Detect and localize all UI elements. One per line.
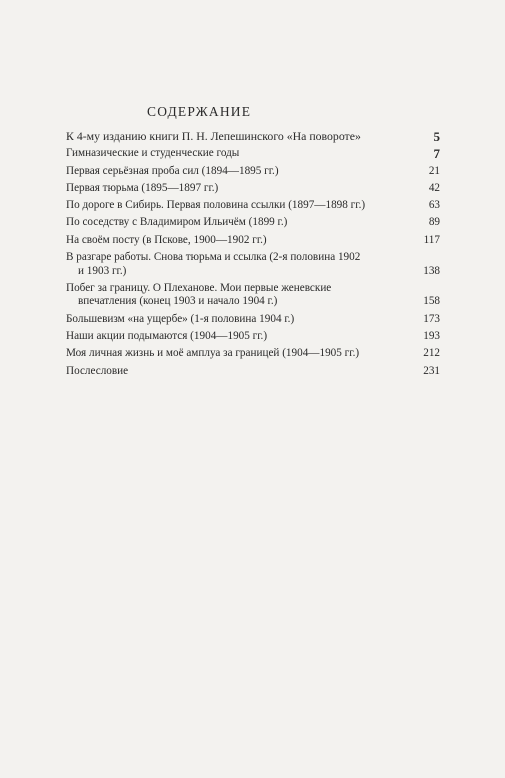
toc-entry <box>66 330 440 344</box>
toc-entry <box>66 313 440 327</box>
toc-entry-title-continuation: впечатления (конец 1903 и начало 1904 г.) <box>78 295 278 308</box>
toc-entry-page: 42 <box>428 181 440 194</box>
toc-entry <box>66 182 440 196</box>
toc-entry-title: Послесловие <box>66 364 129 377</box>
toc-entry <box>66 165 440 179</box>
toc-entry-title: Гимназические и студенческие годы <box>66 147 240 160</box>
toc-entry <box>66 234 440 248</box>
toc-entry-title: Первая серьёзная проба сил (1894—1895 гг.) <box>66 164 279 177</box>
toc-entry-page: 89 <box>428 216 440 229</box>
toc-entry-page: 5 <box>433 129 440 144</box>
toc-entry-title <box>66 251 392 278</box>
toc-entry-title: По соседству с Владимиром Ильичём (1899 г.) <box>66 216 288 229</box>
toc-entry <box>66 216 440 230</box>
toc-entry-page: 158 <box>423 295 440 308</box>
toc-entry-page: 63 <box>428 199 440 212</box>
toc-entry-title: К 4-му изданию книги П. Н. Лепешинского «На повороте» <box>66 129 361 143</box>
toc-entry-page: 173 <box>423 312 440 325</box>
toc-entry <box>66 251 440 278</box>
toc-entry-title: Первая тюрьма (1895—1897 гг.) <box>66 181 219 194</box>
toc-entry-title: На своём посту (в Пскове, 1900—1902 гг.) <box>66 233 267 246</box>
toc-entry-title: Наши акции подымаются (1904—1905 гг.) <box>66 329 268 342</box>
toc-entry-page: 212 <box>423 347 440 360</box>
toc-entry <box>66 199 440 213</box>
toc-entry-page: 138 <box>423 264 440 277</box>
toc-entry <box>66 130 440 144</box>
toc-entry <box>66 282 440 309</box>
toc-entry-title: Моя личная жизнь и моё амплуа за границей (1904—1905 гг.) <box>66 347 360 360</box>
toc-entry-title <box>66 282 392 309</box>
toc-entry-title-line: Побег за границу. О Плеханове. Мои первые женевские <box>66 281 332 294</box>
toc-entry-page: 117 <box>423 233 440 246</box>
contents-list <box>66 130 440 382</box>
toc-entry <box>66 147 440 161</box>
contents-heading: СОДЕРЖАНИЕ <box>147 104 252 119</box>
toc-entry-title-line: В разгаре работы. Снова тюрьма и ссылка (2-я половина 1902 <box>66 251 361 264</box>
toc-entry-page: 193 <box>423 329 440 342</box>
toc-entry-title: Большевизм «на ущербе» (1-я половина 1904 г.) <box>66 312 295 325</box>
toc-entry-page: 231 <box>423 364 440 377</box>
toc-entry-title: По дороге в Сибирь. Первая половина ссылки (1897—1898 гг.) <box>66 199 366 212</box>
toc-entry <box>66 365 440 379</box>
toc-entry-page: 21 <box>428 164 440 177</box>
toc-entry-title-continuation: и 1903 гг.) <box>78 264 127 277</box>
toc-entry <box>66 347 440 361</box>
toc-entry-page: 7 <box>433 146 440 162</box>
